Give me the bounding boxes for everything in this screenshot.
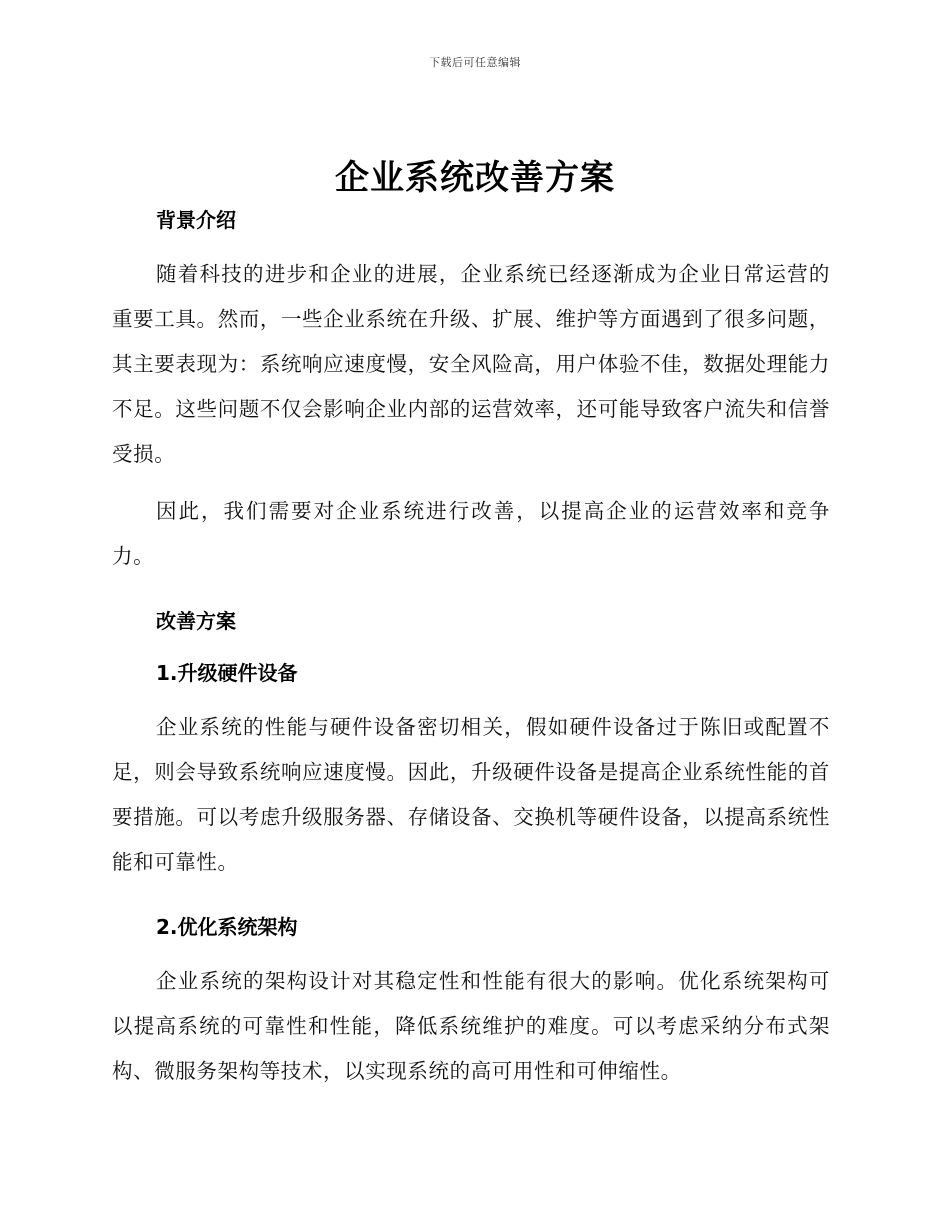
subheading-optimize-architecture: 2.优化系统架构 xyxy=(156,915,298,939)
document-title: 企业系统改善方案 xyxy=(335,158,615,198)
background-paragraph-1: 随着科技的进步和企业的进展，企业系统已经逐渐成为企业日常运营的重要工具。然而，一些企业系统在升级、扩展、维护等方面遇到了很多问题，其主要表现为：系统响应速度慢，安全风险高，用户体验不佳，数据处理能力不足。这些问题不仅会影响企业内部的运营效率，还可能导致客户流失和信誉受损。 xyxy=(112,262,830,466)
header-note: 下载后可任意编辑 xyxy=(429,56,521,69)
section-heading-background: 背景介绍 xyxy=(156,208,236,232)
document-body xyxy=(112,200,830,1094)
background-paragraph-2: 因此，我们需要对企业系统进行改善，以提高企业的运营效率和竞争力。 xyxy=(112,499,830,568)
section-heading-plan: 改善方案 xyxy=(156,609,236,633)
subheading-upgrade-hardware: 1.升级硬件设备 xyxy=(156,661,298,685)
optimize-architecture-paragraph: 企业系统的架构设计对其稳定性和性能有很大的影响。优化系统架构可以提高系统的可靠性和性能，降低系统维护的难度。可以考虑采纳分布式架构、微服务架构等技术，以实现系统的高可用性和可伸缩性。 xyxy=(112,969,830,1083)
upgrade-hardware-paragraph: 企业系统的性能与硬件设备密切相关，假如硬件设备过于陈旧或配置不足，则会导致系统响应速度慢。因此，升级硬件设备是提高企业系统性能的首要措施。可以考虑升级服务器、存储设备、交换机等硬件设备，以提高系统性能和可靠性。 xyxy=(112,715,830,874)
